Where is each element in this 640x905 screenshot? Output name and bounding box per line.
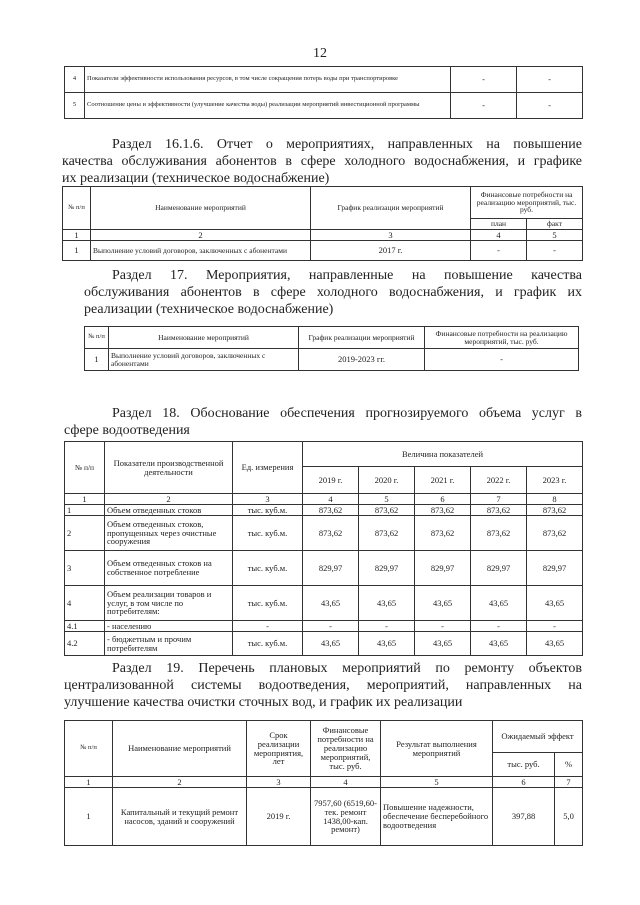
section-16-1-6-table: [62, 186, 583, 261]
cell-value: 873,62: [359, 505, 415, 516]
header-effect: Ожидаемый эффект: [493, 721, 583, 753]
cell-value: 43,65: [303, 632, 359, 656]
cell-value: 873,62: [527, 516, 583, 551]
row-number: 2: [65, 516, 105, 551]
cell-value: -: [517, 93, 583, 119]
header-schedule: График реализации мероприятий: [299, 327, 425, 349]
row-name: Выполнение условий договоров, заключенных с абонентами: [91, 241, 311, 261]
heading-line: Раздел 16.1.6. Отчет о мероприятиях, направленных на повышение: [112, 137, 582, 152]
column-number: 1: [63, 230, 91, 241]
row-name: Показатели эффективности использования ресурсов, в том числе сокращения потерь воды при транспортировке: [85, 67, 451, 93]
table-row: [65, 586, 583, 621]
row-finance: 7957,60 (6519,60-тек. ремонт 1438,00-кап. ремонт): [311, 788, 381, 846]
section-17-table: [84, 326, 579, 371]
row-unit: тыс. куб.м.: [233, 551, 303, 586]
header-finance: Финансовые потребности на реализацию мероприятий, тыс. руб.: [311, 721, 381, 777]
row-unit: тыс. куб.м.: [233, 505, 303, 516]
header-pct: %: [555, 753, 583, 777]
table-row: [63, 241, 583, 261]
section-18-heading: [64, 405, 582, 439]
table-row: [65, 505, 583, 516]
heading-line: их реализации (техническое водоснабжение): [62, 171, 330, 186]
header-term: Срок реализации мероприятия, лет: [247, 721, 311, 777]
header-year: 2019 г.: [303, 467, 359, 494]
column-number: 4: [311, 777, 381, 788]
cell-value: 873,62: [359, 516, 415, 551]
header-number: № п/п: [65, 442, 105, 494]
header-year: 2020 г.: [359, 467, 415, 494]
row-schedule: 2019-2023 гг.: [299, 349, 425, 371]
row-number: 3: [65, 551, 105, 586]
table-row: [65, 516, 583, 551]
header-indicator: Показатели производственной деятельности: [105, 442, 233, 494]
header-number: № п/п: [65, 721, 113, 777]
row-name: Объем отведенных стоков: [105, 505, 233, 516]
column-number: 6: [415, 494, 471, 505]
cell-value: 873,62: [415, 516, 471, 551]
cell-value: 829,97: [415, 551, 471, 586]
table-row: [65, 788, 583, 846]
header-year: 2022 г.: [471, 467, 527, 494]
column-number: 2: [113, 777, 247, 788]
row-number: 4.1: [65, 621, 105, 632]
row-finance: -: [425, 349, 579, 371]
column-number: 1: [65, 494, 105, 505]
row-unit: тыс. куб.м.: [233, 586, 303, 621]
row-unit: -: [233, 621, 303, 632]
row-number: 4: [65, 586, 105, 621]
row-number: 1: [85, 349, 109, 371]
header-unit: Ед. измерения: [233, 442, 303, 494]
header-fact: факт: [527, 219, 583, 230]
table-row: [85, 349, 579, 371]
heading-line: Раздел 17. Мероприятия, направленные на повышение качества: [112, 268, 582, 283]
row-number: 4.2: [65, 632, 105, 656]
column-number: 2: [91, 230, 311, 241]
header-rub: тыс. руб.: [493, 753, 555, 777]
row-name: - бюджетным и прочим потребителям: [105, 632, 233, 656]
heading-line: сфере водоотведения: [64, 423, 190, 438]
heading-line: реализации (техническое водоснабжение): [84, 302, 334, 317]
table-row: [65, 93, 583, 119]
cell-value: -: [517, 67, 583, 93]
row-name: - населению: [105, 621, 233, 632]
section-16-1-6-heading: [62, 136, 582, 187]
cell-value: 43,65: [359, 632, 415, 656]
row-number: 4: [65, 67, 85, 93]
cell-value: 829,97: [527, 551, 583, 586]
row-effect-pct: 5,0: [555, 788, 583, 846]
table-row: [65, 621, 583, 632]
header-name: Наименование мероприятий: [109, 327, 299, 349]
cell-value: 873,62: [527, 505, 583, 516]
cell-value: 43,65: [471, 586, 527, 621]
row-name: Капитальный и текущий ремонт насосов, зданий и сооружений: [113, 788, 247, 846]
cell-value: 43,65: [471, 632, 527, 656]
header-finance: Финансовые потребности на реализацию мероприятий, тыс. руб.: [471, 187, 583, 219]
cell-value: 873,62: [303, 505, 359, 516]
header-schedule: График реализации мероприятий: [311, 187, 471, 230]
section-17-heading: [84, 267, 582, 318]
header-year: 2023 г.: [527, 467, 583, 494]
heading-line: качества обслуживания абонентов в сфере холодного водоснабжения, и графике: [62, 154, 582, 169]
column-number: 6: [493, 777, 555, 788]
row-result: Повышение надежности, обеспечение бесперебойного водоотведения: [381, 788, 493, 846]
section-19-heading: [64, 660, 582, 711]
cell-value: -: [415, 621, 471, 632]
column-number: 5: [359, 494, 415, 505]
row-number: 5: [65, 93, 85, 119]
header-number: № п/п: [63, 187, 91, 230]
row-number: 1: [63, 241, 91, 261]
column-number: 3: [311, 230, 471, 241]
column-number: 7: [555, 777, 583, 788]
header-name: Наименование мероприятий: [113, 721, 247, 777]
cell-value: -: [451, 67, 517, 93]
cell-value: -: [527, 621, 583, 632]
row-name: Объем отведенных стоков на собственное потребление: [105, 551, 233, 586]
row-fact: -: [527, 241, 583, 261]
column-number: 3: [247, 777, 311, 788]
header-finance: Финансовые потребности на реализацию мероприятий, тыс. руб.: [425, 327, 579, 349]
header-year: 2021 г.: [415, 467, 471, 494]
cell-value: 873,62: [303, 516, 359, 551]
row-name: Объем реализации товаров и услуг, в том числе по потребителям:: [105, 586, 233, 621]
row-name: Объем отведенных стоков, пропущенных через очистные сооружения: [105, 516, 233, 551]
heading-line: Раздел 18. Обоснование обеспечения прогнозируемого объема услуг в: [112, 406, 582, 421]
cell-value: -: [451, 93, 517, 119]
cell-value: 43,65: [415, 586, 471, 621]
column-number: 4: [303, 494, 359, 505]
heading-line: централизованной системы водоотведения, мероприятий, направленных на: [64, 678, 582, 693]
row-plan: -: [471, 241, 527, 261]
cell-value: 873,62: [415, 505, 471, 516]
header-values: Величина показателей: [303, 442, 583, 467]
column-number: 1: [65, 777, 113, 788]
cell-value: -: [471, 621, 527, 632]
row-unit: тыс. куб.м.: [233, 632, 303, 656]
cell-value: -: [303, 621, 359, 632]
header-number: № п/п: [85, 327, 109, 349]
section-19-table: [64, 720, 583, 846]
table-row: [65, 67, 583, 93]
header-name: Наименование мероприятий: [91, 187, 311, 230]
cell-value: 873,62: [471, 505, 527, 516]
column-number: 3: [233, 494, 303, 505]
cell-value: 43,65: [415, 632, 471, 656]
row-effect-rub: 397,88: [493, 788, 555, 846]
row-unit: тыс. куб.м.: [233, 516, 303, 551]
row-term: 2019 г.: [247, 788, 311, 846]
cell-value: 43,65: [527, 586, 583, 621]
table-row: [65, 632, 583, 656]
continuation-table: [64, 66, 583, 119]
row-name: Соотношение цены и эффективности (улучшение качества воды) реализации мероприятий инвестиционной программы: [85, 93, 451, 119]
column-number: 2: [105, 494, 233, 505]
column-number: 7: [471, 494, 527, 505]
heading-line: улучшение качества очистки сточных вод, и график их реализации: [64, 695, 463, 710]
heading-line: обслуживания абонентов в сфере холодного водоснабжения, и график их: [84, 285, 582, 300]
column-number: 4: [471, 230, 527, 241]
header-plan: план: [471, 219, 527, 230]
column-number: 5: [381, 777, 493, 788]
cell-value: 829,97: [359, 551, 415, 586]
page-number: 12: [313, 46, 327, 61]
table-row: [65, 551, 583, 586]
cell-value: 43,65: [359, 586, 415, 621]
row-name: Выполнение условий договоров, заключенных с абонентами: [109, 349, 299, 371]
column-number: 5: [527, 230, 583, 241]
cell-value: 873,62: [471, 516, 527, 551]
header-result: Результат выполнения мероприятий: [381, 721, 493, 777]
row-schedule: 2017 г.: [311, 241, 471, 261]
section-18-table: [64, 441, 583, 656]
cell-value: 43,65: [303, 586, 359, 621]
cell-value: 829,97: [303, 551, 359, 586]
row-number: 1: [65, 788, 113, 846]
row-number: 1: [65, 505, 105, 516]
heading-line: Раздел 19. Перечень плановых мероприятий по ремонту объектов: [112, 661, 582, 676]
cell-value: -: [359, 621, 415, 632]
cell-value: 43,65: [527, 632, 583, 656]
cell-value: 829,97: [471, 551, 527, 586]
column-number: 8: [527, 494, 583, 505]
